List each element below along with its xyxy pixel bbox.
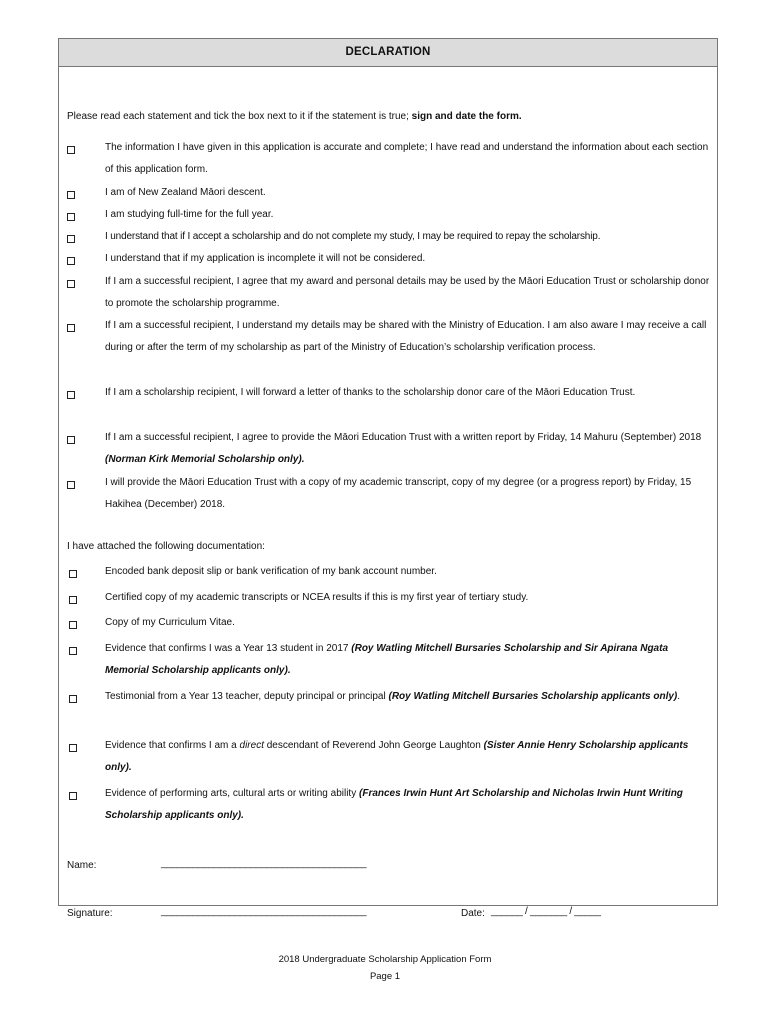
- date-label: Date:: [461, 908, 485, 919]
- statement-text: If I am a successful recipient, I agree to provide the Māori Education Trust with a written report by Friday, 14 Mahuru (September) 2018 (Norman Kirk Memorial Scholarship only).: [105, 432, 702, 466]
- doc-checkbox[interactable]: [69, 570, 77, 578]
- name-label: Name:: [67, 860, 97, 871]
- doc-text: Copy of my Curriculum Vitae.: [105, 617, 235, 628]
- footer-page-number: Page 1: [369, 971, 401, 982]
- statement-checkbox[interactable]: [67, 391, 75, 399]
- statement-text: If I am a scholarship recipient, I will forward a letter of thanks to the scholarship donor care of the Māori Education Trust.: [105, 387, 636, 398]
- doc-checkbox[interactable]: [69, 596, 77, 604]
- name-field[interactable]: _______________________________________: [161, 858, 367, 869]
- statement-checkbox[interactable]: [67, 481, 75, 489]
- doc-text: Evidence that confirms I am a direct descendant of Reverend John George Laughton (Sister Annie Henry Scholarship applicants only).: [105, 740, 689, 774]
- statement-checkbox[interactable]: [67, 436, 75, 444]
- statement-text: If I am a successful recipient, I agree that my award and personal details may be used by the Māori Education Trust or scholarship donor to promote the scholarship programme.: [105, 276, 710, 310]
- statement-checkbox[interactable]: [67, 257, 75, 265]
- statement-text: I will provide the Māori Education Trust with a copy of my academic transcript, copy of my degree (or a progress report) by Friday, 15 Hakihea (December) 2018.: [105, 477, 692, 511]
- statement-text: If I am a successful recipient, I understand my details may be shared with the Ministry of Education. I am also aware I may receive a call during or after the term of my scholarship as part of the Ministry of Education’s scholarship verification process.: [105, 320, 707, 354]
- statement-checkbox[interactable]: [67, 280, 75, 288]
- doc-checkbox[interactable]: [69, 792, 77, 800]
- statement-checkbox[interactable]: [67, 213, 75, 221]
- footer-title: 2018 Undergraduate Scholarship Application Form: [278, 954, 492, 965]
- statement-text: I am of New Zealand Māori descent.: [105, 187, 266, 198]
- statement-checkbox[interactable]: [67, 324, 75, 332]
- doc-checkbox[interactable]: [69, 621, 77, 629]
- doc-checkbox[interactable]: [69, 695, 77, 703]
- date-field[interactable]: ______ / _______ / _____: [491, 906, 601, 917]
- doc-text: Encoded bank deposit slip or bank verification of my bank account number.: [105, 566, 437, 577]
- statement-text: The information I have given in this application is accurate and complete; I have read and understand the information about each section of this application form.: [105, 142, 709, 176]
- statement-checkbox[interactable]: [67, 191, 75, 199]
- doc-text: Testimonial from a Year 13 teacher, deputy principal or principal (Roy Watling Mitchell Bursaries Scholarship applicants only).: [105, 691, 681, 702]
- statement-checkbox[interactable]: [67, 235, 75, 243]
- statement-text: I understand that if I accept a scholarship and do not complete my study, I may be required to repay the scholarship.: [105, 231, 601, 242]
- doc-text: Certified copy of my academic transcripts or NCEA results if this is my first year of tertiary study.: [105, 592, 529, 603]
- intro-text: Please read each statement and tick the box next to it if the statement is true; sign and date the form.: [67, 111, 522, 122]
- signature-field[interactable]: _______________________________________: [161, 906, 367, 917]
- declaration-heading: DECLARATION: [59, 39, 717, 67]
- declaration-form: [58, 38, 718, 919]
- statement-text: I am studying full-time for the full year.: [105, 209, 274, 220]
- statement-checkbox[interactable]: [67, 146, 75, 154]
- doc-text: Evidence of performing arts, cultural arts or writing ability (Frances Irwin Hunt Art Scholarship and Nicholas Irwin Hunt Writing Scholarship applicants only).: [105, 788, 683, 822]
- doc-checkbox[interactable]: [69, 744, 77, 752]
- documentation-heading: I have attached the following documentation:: [67, 541, 265, 552]
- signature-label: Signature:: [67, 908, 113, 919]
- doc-checkbox[interactable]: [69, 647, 77, 655]
- doc-text: Evidence that confirms I was a Year 13 student in 2017 (Roy Watling Mitchell Bursaries Scholarship and Sir Apirana Ngata Memorial Scholarship applicants only).: [105, 643, 668, 677]
- statement-text: I understand that if my application is incomplete it will not be considered.: [105, 253, 426, 264]
